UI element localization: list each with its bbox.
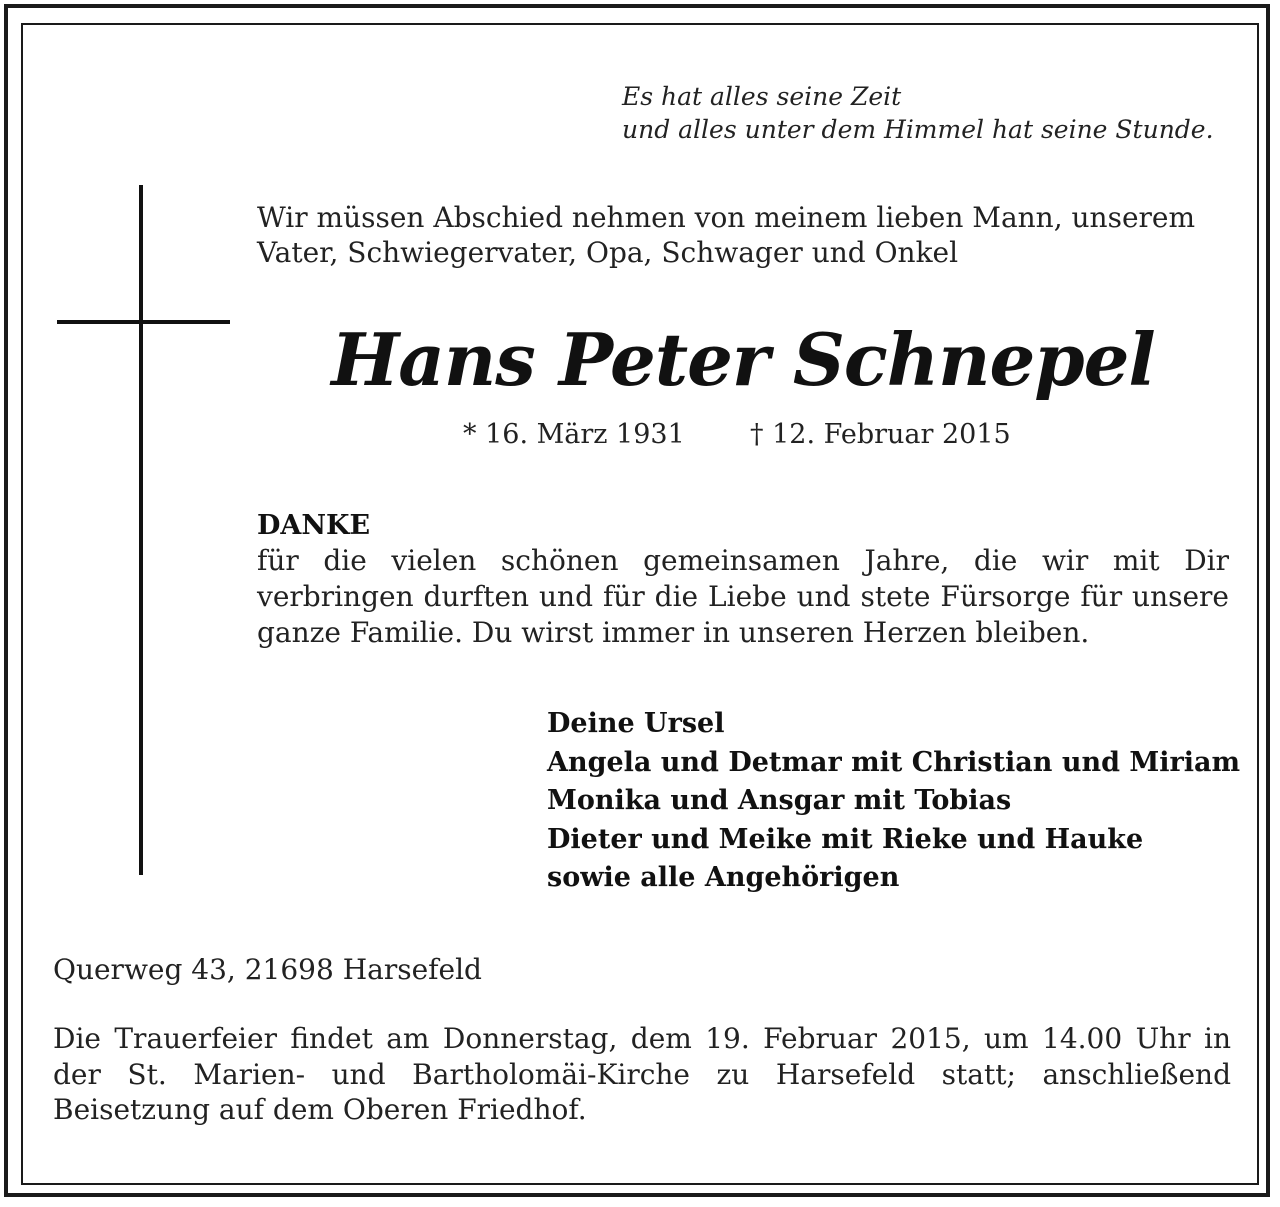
- signature-line: sowie alle Angehörigen: [547, 862, 900, 894]
- motto-line-2: und alles unter dem Himmel hat seine Stunde.: [622, 115, 1214, 144]
- death-date: † 12. Februar 2015: [750, 419, 1011, 450]
- thanks-body: für die vielen schönen gemeinsamen Jahre, die wir mit Dir verbringen durften und für die Liebe und stete Fürsorge für unsere ganze Familie. Du wirst immer in unseren Herzen bleiben.: [257, 544, 1229, 649]
- signature-line: Deine Ursel: [547, 708, 725, 739]
- motto-line-1: Es hat alles seine Zeit: [622, 82, 902, 111]
- thanks-heading: DANKE: [257, 510, 371, 541]
- intro-text: Wir müssen Abschied nehmen von meinem lieben Mann, unserem Vater, Schwiegervater, Opa, Schwager und Onkel: [257, 201, 1196, 269]
- signature-line: Angela und Detmar mit Christian und Miriam: [547, 746, 1241, 778]
- cross-vertical-bar: [139, 185, 143, 875]
- signatures-list: [547, 705, 1240, 898]
- motto-quote: [622, 80, 1214, 146]
- funeral-notice: Die Trauerfeier findet am Donnerstag, dem 19. Februar 2015, um 14.00 Uhr in der St. Marien- und Bartholomäi-Kirche zu Harsefeld statt; anschließend Beisetzung auf dem Oberen Friedhof.: [53, 1022, 1231, 1126]
- signature-line: Monika und Ansgar mit Tobias: [547, 785, 1012, 817]
- cross-horizontal-bar: [57, 320, 230, 324]
- deceased-name: Hans Peter Schnepel: [331, 317, 1155, 402]
- address: Querweg 43, 21698 Harsefeld: [53, 953, 482, 986]
- birth-date: * 16. März 1931: [463, 419, 685, 450]
- signature-line: Dieter und Meike mit Rieke und Hauke: [547, 823, 1144, 855]
